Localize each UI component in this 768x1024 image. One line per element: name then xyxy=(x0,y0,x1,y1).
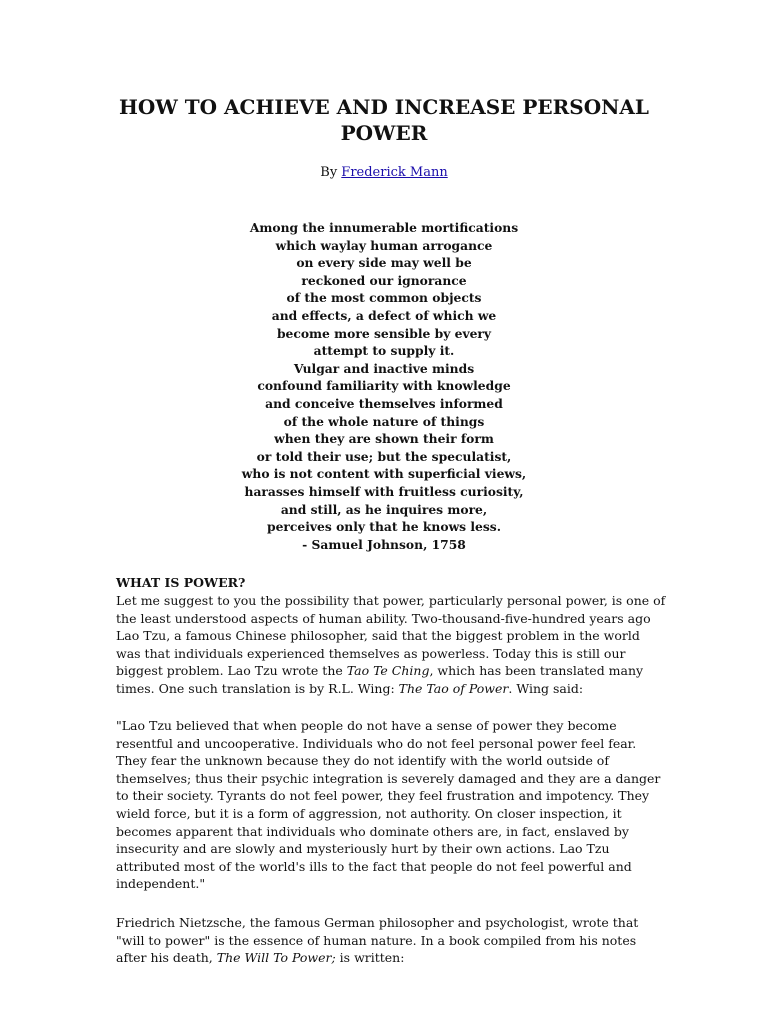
paragraph-line: themselves; thus their psychic integration is severely damaged and they are a danger xyxy=(116,770,661,786)
paragraph-line xyxy=(116,949,661,967)
epigraph-line: and effects, a defect of which we xyxy=(271,307,497,323)
paragraph-intro xyxy=(116,592,666,698)
epigraph-line: become more sensible by every xyxy=(276,325,492,341)
text-run: , which has been translated many xyxy=(429,663,644,679)
paragraph-line: "will to power" is the essence of human nature. In a book compiled from his notes xyxy=(116,932,637,948)
author-link[interactable]: Frederick Mann xyxy=(341,165,448,180)
paragraph-line xyxy=(116,662,661,680)
book-title-tao-of-power: The Tao of Power xyxy=(398,680,509,696)
paragraph-line: to their society. Tyrants do not feel power, they feel frustration and impotency. They xyxy=(116,788,650,804)
paragraph-line: independent." xyxy=(116,876,206,892)
paragraph-line: Lao Tzu, a famous Chinese philosopher, said that the biggest problem in the world xyxy=(116,628,640,644)
epigraph-line: on every side may well be xyxy=(296,255,472,271)
paragraph-line: Friedrich Nietzsche, the famous German philosopher and psychologist, wrote that xyxy=(116,915,639,930)
title-line-2: POWER xyxy=(340,121,428,145)
epigraph-line: harasses himself with fruitless curiosity, xyxy=(244,483,524,499)
paragraph-nietzsche xyxy=(116,914,661,967)
epigraph-line: of the whole nature of things xyxy=(283,413,485,429)
paragraph-line: They fear the unknown because they do not identify with the world outside of xyxy=(116,753,609,769)
byline xyxy=(0,164,768,182)
paragraph-line: resentful and uncooperative. Individuals who do not feel personal power feel fear. xyxy=(116,735,637,751)
text-run: times. One such translation is by R.L. Wing: xyxy=(116,680,399,696)
epigraph-line: or told their use; but the speculatist, xyxy=(256,448,512,464)
epigraph-line: perceives only that he knows less. xyxy=(267,519,501,535)
paragraph-line: insecurity and are slowly and mysteriously hurt by their own actions. Lao Tzu xyxy=(116,841,610,857)
text-run: biggest problem. Lao Tzu wrote the xyxy=(116,663,347,679)
paragraph-line: attributed most of the world's ills to the fact that people do not feel powerful and xyxy=(116,858,632,874)
epigraph-line: reckoned our ignorance xyxy=(301,272,467,288)
epigraph-line: of the most common objects xyxy=(286,290,482,306)
paragraph-line: was that individuals experienced themselves as powerless. Today this is still our xyxy=(116,645,626,661)
epigraph-line: Vulgar and inactive minds xyxy=(293,360,475,376)
paragraph-line xyxy=(116,680,661,698)
epigraph-line: and still, as he inquires more, xyxy=(280,501,488,517)
paragraph-line: Let me suggest to you the possibility that power, particularly personal power, is one of xyxy=(116,593,666,608)
epigraph xyxy=(150,219,618,553)
paragraph-line: wield force, but it is a form of aggression, not authority. On closer inspection, it xyxy=(116,805,622,821)
epigraph-line: which waylay human arrogance xyxy=(275,237,493,253)
epigraph-line: Among the innumerable mortifications xyxy=(249,220,519,235)
epigraph-line: attempt to supply it. xyxy=(313,343,455,359)
epigraph-attribution: - Samuel Johnson, 1758 xyxy=(302,536,466,552)
book-title-will-to-power: The Will To Power; xyxy=(216,950,336,966)
section-heading: WHAT IS POWER? xyxy=(116,575,246,590)
epigraph-line: and conceive themselves informed xyxy=(265,395,503,411)
byline-prefix: By xyxy=(320,165,342,180)
epigraph-line: when they are shown their form xyxy=(274,431,494,447)
epigraph-line: who is not content with superficial views, xyxy=(241,466,527,482)
title-line-1: HOW TO ACHIEVE AND INCREASE PERSONAL xyxy=(119,95,649,119)
paragraph-line: the least understood aspects of human ability. Two-thousand-five-hundred years ago xyxy=(116,610,651,626)
page-title xyxy=(100,94,668,146)
text-run: . Wing said: xyxy=(508,680,584,696)
paragraph-line: becomes apparent that individuals who dominate others are, in fact, enslaved by xyxy=(116,823,629,839)
epigraph-line: confound familiarity with knowledge xyxy=(257,378,511,394)
paragraph-line: "Lao Tzu believed that when people do not have a sense of power they become xyxy=(116,718,617,733)
text-run: after his death, xyxy=(116,950,217,966)
text-run: is written: xyxy=(335,950,405,966)
book-title-tao-te-ching: Tao Te Ching xyxy=(346,663,430,679)
paragraph-quote xyxy=(116,717,661,893)
